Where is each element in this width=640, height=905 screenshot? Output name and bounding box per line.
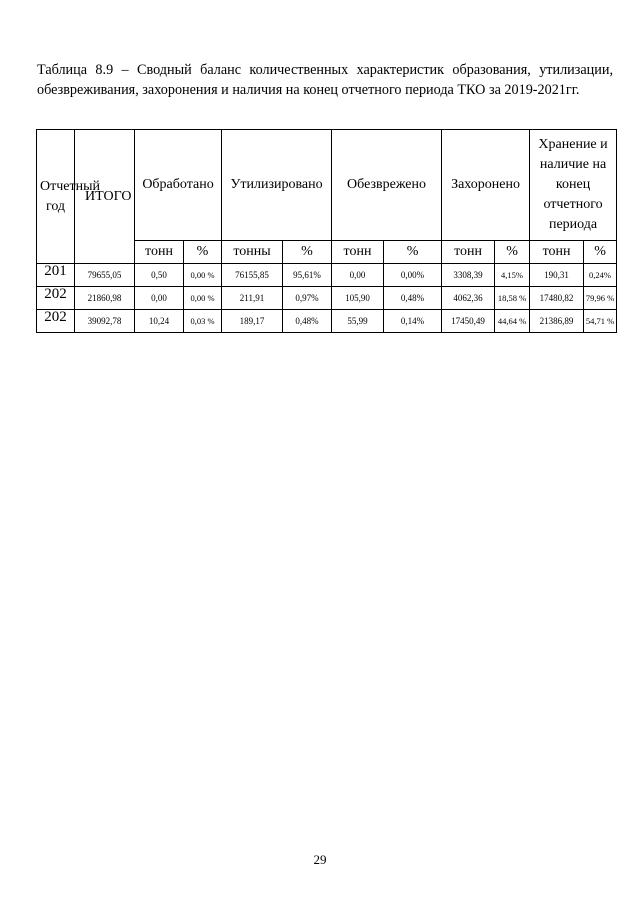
cell-neutralized-percent: 0,48% (384, 287, 442, 310)
table-caption: Таблица 8.9 – Сводный баланс количественных характеристик образования, утилизации, обезвреживания, захоронения и наличия на конец отчетного периода ТКО за 2019-2021гг. (37, 62, 613, 98)
cell-year: 202 (37, 287, 75, 310)
cell-buried-tonnes: 17450,49 (442, 310, 495, 333)
cell-storage-tonnes: 21386,89 (530, 310, 584, 333)
cell-processed-tonnes: 0,50 (135, 264, 184, 287)
cell-processed-tonnes: 0,00 (135, 287, 184, 310)
cell-buried-tonnes: 4062,36 (442, 287, 495, 310)
unit-buried-tonnes: тонн (442, 241, 495, 264)
header-utilized: Утилизировано (222, 130, 332, 241)
cell-utilized-percent: 0,97% (283, 287, 332, 310)
header-buried: Захоронено (442, 130, 530, 241)
unit-neutralized-percent: % (384, 241, 442, 264)
unit-storage-tonnes: тонн (530, 241, 584, 264)
cell-neutralized-tonnes: 105,90 (332, 287, 384, 310)
cell-total: 21860,98 (75, 287, 135, 310)
header-total: ИТОГО (75, 130, 135, 264)
table-row (37, 310, 617, 333)
unit-buried-percent: % (495, 241, 530, 264)
cell-neutralized-tonnes: 55,99 (332, 310, 384, 333)
cell-year: 201 (37, 264, 75, 287)
cell-buried-percent: 4,15% (495, 264, 530, 287)
cell-buried-percent: 18,58 % (495, 287, 530, 310)
cell-total: 39092,78 (75, 310, 135, 333)
cell-processed-percent: 0,03 % (184, 310, 222, 333)
cell-total: 79655,05 (75, 264, 135, 287)
cell-utilized-percent: 0,48% (283, 310, 332, 333)
unit-neutralized-tonnes: тонн (332, 241, 384, 264)
cell-neutralized-tonnes: 0,00 (332, 264, 384, 287)
header-neutralized: Обезврежено (332, 130, 442, 241)
cell-buried-tonnes: 3308,39 (442, 264, 495, 287)
unit-storage-percent: % (584, 241, 617, 264)
cell-processed-percent: 0,00 % (184, 287, 222, 310)
cell-buried-percent: 44,64 % (495, 310, 530, 333)
cell-utilized-percent: 95,61% (283, 264, 332, 287)
cell-storage-percent: 0,24% (584, 264, 617, 287)
cell-storage-percent: 54,71 % (584, 310, 617, 333)
cell-processed-tonnes: 10,24 (135, 310, 184, 333)
cell-neutralized-percent: 0,14% (384, 310, 442, 333)
cell-neutralized-percent: 0,00% (384, 264, 442, 287)
unit-utilized-tonnes: тонны (222, 241, 283, 264)
page-number: 29 (313, 852, 327, 867)
cell-storage-percent: 79,96 % (584, 287, 617, 310)
table-row (37, 287, 617, 310)
unit-processed-tonnes: тонн (135, 241, 184, 264)
cell-utilized-tonnes: 189,17 (222, 310, 283, 333)
header-processed: Обработано (135, 130, 222, 241)
unit-utilized-percent: % (283, 241, 332, 264)
header-year: Отчетный год (37, 130, 75, 264)
cell-processed-percent: 0,00 % (184, 264, 222, 287)
cell-utilized-tonnes: 76155,85 (222, 264, 283, 287)
cell-storage-tonnes: 190,31 (530, 264, 584, 287)
cell-year: 202 (37, 310, 75, 333)
header-storage: Хранение и наличие на конец отчетного периода (530, 130, 617, 241)
cell-utilized-tonnes: 211,91 (222, 287, 283, 310)
balance-table (36, 129, 617, 333)
table-row (37, 264, 617, 287)
cell-storage-tonnes: 17480,82 (530, 287, 584, 310)
unit-processed-percent: % (184, 241, 222, 264)
